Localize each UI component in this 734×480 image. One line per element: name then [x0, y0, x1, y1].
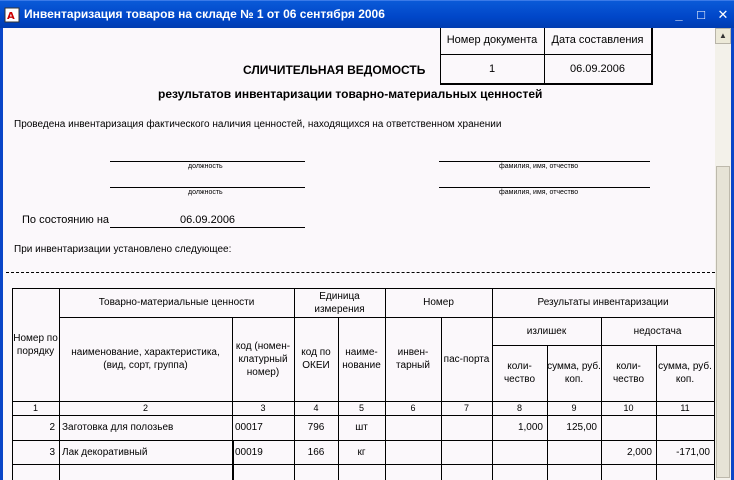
vertical-scrollbar[interactable]	[715, 28, 731, 480]
col-number: 5	[358, 402, 364, 413]
header-unit: Единица измерения	[314, 290, 365, 315]
header-number: Номер	[423, 297, 454, 308]
row-unit: кг	[357, 446, 366, 458]
close-button[interactable]: ✕	[717, 7, 729, 22]
fio-caption-1: фамилия, имя, отчество	[499, 163, 579, 170]
header-inventory: инвен-тарный	[396, 347, 430, 371]
row-okei: 796	[307, 422, 325, 433]
header-sum-surplus: сумма, руб. коп.	[547, 361, 601, 385]
col-number: 10	[623, 402, 634, 413]
intro-text: Проведена инвентаризация фактического наличия ценностей, находящихся на ответственном хранении	[14, 119, 502, 130]
header-qty-shortage: коли-чество	[612, 361, 645, 385]
document-subtitle: результатов инвентаризации товарно-материальных ценностей	[158, 87, 543, 101]
window-title: Инвентаризация товаров на складе № 1 от 06 сентября 2006	[24, 7, 385, 21]
col-number: 1	[32, 402, 38, 413]
maximize-button[interactable]: □	[697, 7, 705, 22]
position-caption-2: должность	[188, 189, 223, 196]
col-number: 9	[571, 402, 577, 413]
scroll-thumb[interactable]	[716, 166, 730, 478]
row-name: Лак декоративный	[62, 446, 148, 458]
header-sum-shortage: сумма, руб. коп.	[658, 361, 712, 385]
row-sum-surplus: 125,00	[566, 422, 597, 433]
col-number: 11	[680, 402, 690, 413]
row-inventory	[385, 440, 441, 464]
header-row-no: Номер по порядку	[13, 332, 58, 357]
header-surplus: излишек	[526, 325, 567, 337]
row-code: 00019	[235, 446, 263, 458]
col-number: 2	[142, 402, 148, 413]
date-label: Дата составления	[551, 34, 644, 46]
document-area	[3, 28, 715, 480]
header-name: наименование, характеристика, (вид, сорт, группа)	[71, 347, 220, 371]
row-sum-shortage	[656, 415, 714, 440]
col-number: 4	[313, 402, 319, 413]
col-number: 7	[463, 402, 469, 413]
row-sum-shortage: -171,00	[676, 446, 710, 458]
header-okei: код по ОКЕИ	[301, 347, 331, 371]
col-number: 6	[410, 402, 416, 413]
header-results: Результаты инвентаризации	[537, 297, 669, 308]
row-qty-surplus: 1,000	[517, 422, 543, 433]
header-shortage: недостача	[633, 325, 682, 337]
header-qty-surplus: коли-чество	[503, 361, 536, 385]
fio-caption-2: фамилия, имя, отчество	[499, 189, 579, 196]
document-title: СЛИЧИТЕЛЬНАЯ ВЕДОМОСТЬ	[243, 63, 426, 77]
doc-number-value: 1	[488, 63, 496, 75]
row-passport	[441, 415, 492, 440]
doc-number-label: Номер документа	[446, 34, 538, 46]
page-break-line	[6, 272, 715, 273]
header-unit-name: наиме-нование	[342, 347, 381, 371]
row-code: 00017	[235, 422, 263, 433]
row-no: 2	[49, 422, 55, 433]
row-qty-shortage: 2,000	[626, 446, 652, 458]
header-passport: пас-порта	[443, 353, 490, 365]
row-passport	[441, 440, 492, 464]
doc-date-value: 06.09.2006	[569, 63, 626, 75]
header-code: код (номен-клатурный номер)	[235, 340, 291, 378]
minimize-button[interactable]: _	[675, 7, 683, 22]
col-number: 8	[516, 402, 522, 413]
inventory-table	[12, 288, 715, 480]
position-caption-1: должность	[188, 163, 223, 170]
row-qty-shortage	[601, 415, 656, 440]
col-number: 3	[260, 402, 266, 413]
row-unit: шт	[355, 422, 368, 433]
header-tmc: Товарно-материальные ценности	[98, 297, 255, 308]
row-inventory	[385, 415, 441, 440]
row-no: 3	[49, 446, 55, 458]
as-of-date: 06.09.2006	[180, 214, 236, 226]
row-name: Заготовка для полозьев	[62, 422, 174, 433]
scroll-up-icon[interactable]: ▲	[715, 28, 731, 44]
doc-header-table	[440, 28, 653, 84]
app-icon	[4, 7, 20, 23]
svg-text:A: A	[7, 11, 15, 22]
row-qty-surplus	[492, 440, 547, 464]
established-text: При инвентаризации установлено следующее:	[14, 244, 232, 255]
window-titlebar[interactable]	[0, 0, 734, 28]
as-of-label: По состоянию на	[22, 214, 110, 226]
row-okei: 166	[307, 446, 325, 458]
row-sum-surplus	[547, 440, 601, 464]
